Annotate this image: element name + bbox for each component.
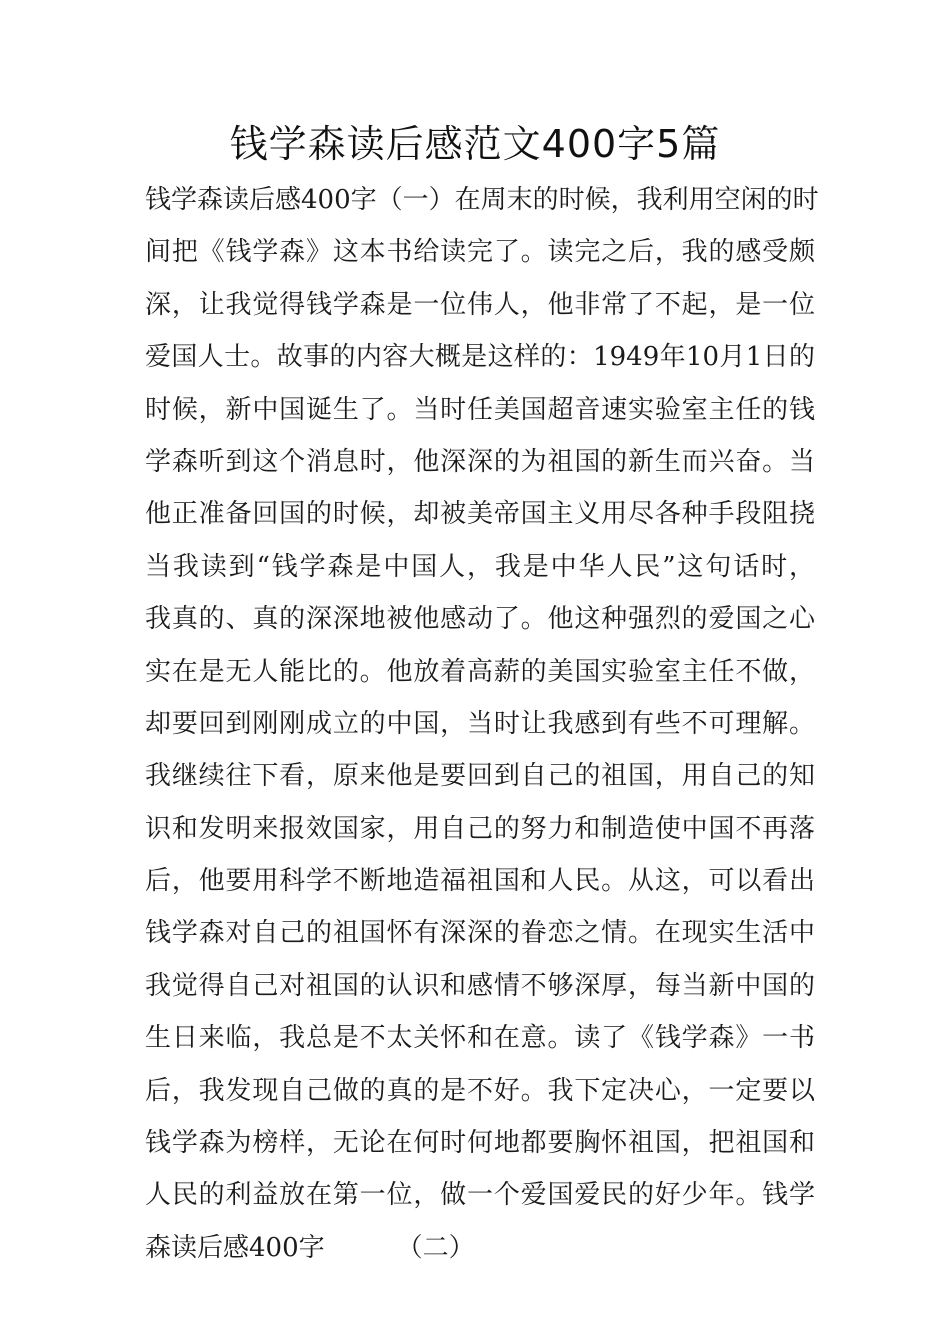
text-line: 学森听到这个消息时，他深深的为祖国的新生而兴奋。当 [145, 446, 815, 477]
text-line: 钱学森对自己的祖国怀有深深的眷恋之情。在现实生活中 [145, 918, 815, 949]
document-title: 钱学森读后感范文400字5篇 [229, 122, 721, 166]
last-line-start: 森读后感400字 [145, 1232, 325, 1263]
text-line: 却要回到刚刚成立的中国，当时让我感到有些不可理解。 [145, 708, 815, 739]
text-line: 我继续往下看，原来他是要回到自己的祖国，用自己的知 [145, 761, 815, 792]
text-line: 深，让我觉得钱学森是一位伟人，他非常了不起，是一位 [145, 289, 815, 320]
text-line-last [145, 1226, 815, 1278]
text-line: 实在是无人能比的。他放着高薪的美国实验室主任不做， [145, 656, 815, 687]
text-line: 生日来临，我总是不太关怀和在意。读了《钱学森》一书 [145, 1023, 815, 1054]
text-line: 识和发明来报效国家，用自己的努力和制造使中国不再落 [145, 813, 815, 844]
text-line: 他正准备回国的时候，却被美帝国主义用尽各种手段阻挠 [145, 499, 815, 530]
text-line: 后，我发现自己做的真的是不好。我下定决心，一定要以 [145, 1075, 815, 1106]
text-line: 我觉得自己对祖国的认识和感情不够深厚，每当新中国的 [145, 970, 815, 1001]
text-line: 我真的、真的深深地被他感动了。他这种强烈的爱国之心 [145, 604, 815, 635]
text-line: 人民的利益放在第一位，做一个爱国爱民的好少年。钱学 [145, 1180, 815, 1211]
section-number: （二） [396, 1232, 475, 1263]
text-line: 钱学森读后感400字（一）在周末的时候，我利用空闲的时 [145, 185, 819, 215]
text-line: 后，他要用科学不断地造福祖国和人民。从这，可以看出 [145, 866, 815, 897]
text-line: 当我读到“钱学森是中国人，我是中华人民”这句话时， [145, 551, 815, 582]
body-text [145, 178, 819, 1278]
text-line: 爱国人士。故事的内容大概是这样的：1949年10月1日的 [145, 342, 815, 373]
text-line: 时候，新中国诞生了。当时任美国超音速实验室主任的钱 [145, 394, 815, 425]
text-line: 钱学森为榜样，无论在何时何地都要胸怀祖国，把祖国和 [145, 1128, 815, 1159]
text-line: 间把《钱学森》这本书给读完了。读完之后，我的感受颇 [145, 237, 815, 268]
